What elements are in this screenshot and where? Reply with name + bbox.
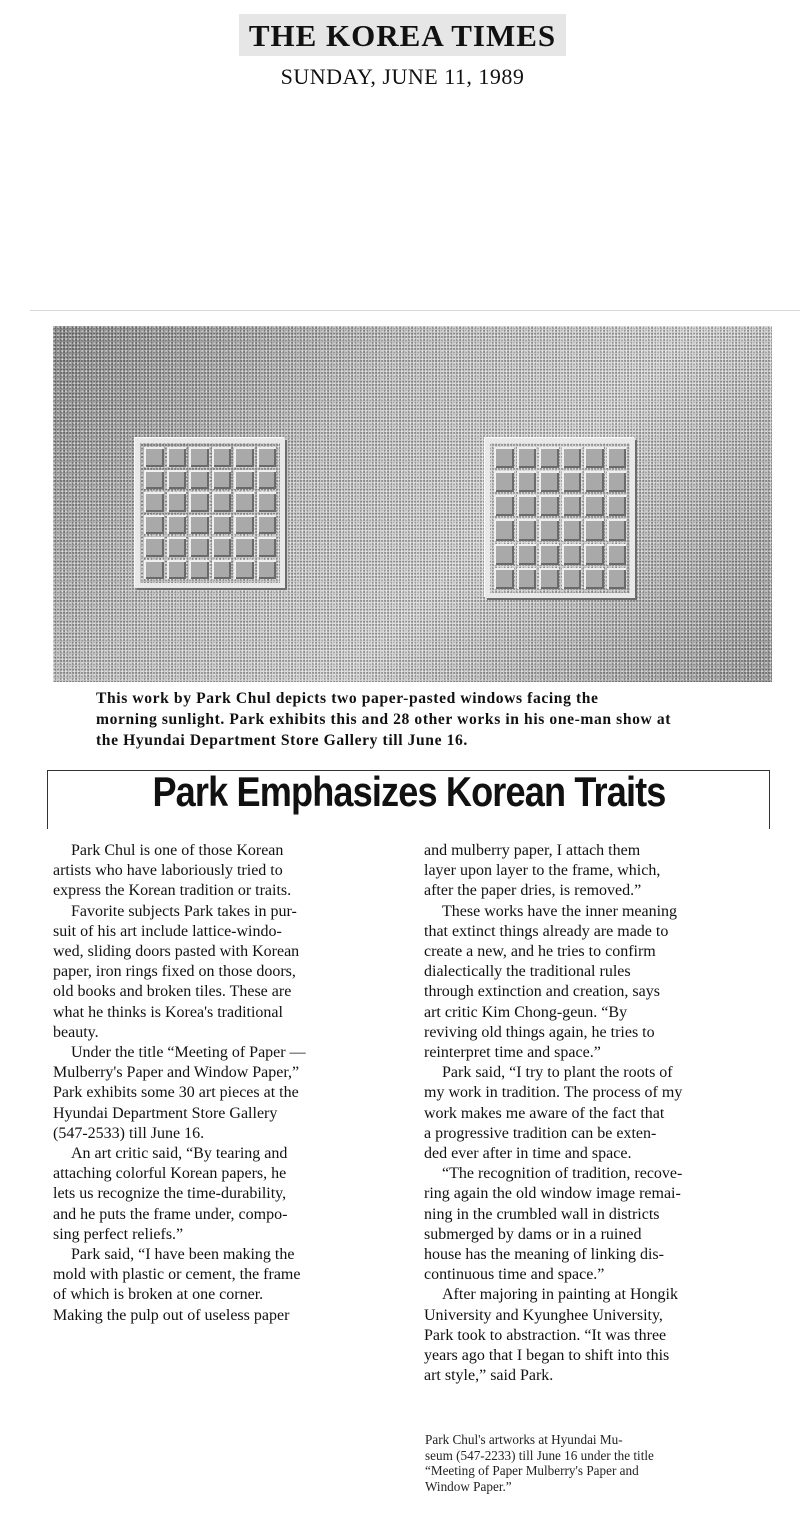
article-text-line: wed, sliding doors pasted with Korean: [53, 943, 300, 961]
article-text-line: suit of his art include lattice-windo-: [53, 922, 282, 940]
lattice-cell: [584, 447, 604, 468]
article-footnote: [425, 1432, 775, 1494]
article-text-line: Park said, “I have been making the: [71, 1246, 295, 1264]
lattice-cell: [212, 470, 232, 490]
lattice-cell: [257, 447, 277, 467]
lattice-cell: [234, 560, 254, 580]
footnote-line: seum (547-2233) till June 16 under the title: [425, 1447, 654, 1463]
article-text-line: dialectically the traditional rules: [424, 963, 631, 981]
lattice-cell: [562, 568, 582, 589]
lattice-cell: [607, 447, 627, 468]
lattice-cell: [167, 515, 187, 535]
footnote-line: “Meeting of Paper Mulberry's Paper and: [425, 1463, 639, 1479]
lattice-cell: [234, 537, 254, 557]
lattice-cell: [212, 447, 232, 467]
lattice-cell: [607, 519, 627, 540]
lattice-cell: [584, 544, 604, 565]
article-text-line: ded ever after in time and space.: [424, 1145, 632, 1163]
lattice-cell: [144, 492, 164, 512]
article-text-line: Park Chul is one of those Korean: [71, 842, 284, 859]
lattice-cell: [167, 470, 187, 490]
lattice-cell: [144, 515, 164, 535]
lattice-cell: [257, 560, 277, 580]
lattice-cell: [562, 447, 582, 468]
paper-window-right-icon: [485, 438, 635, 598]
lattice-cell: [517, 447, 537, 468]
lattice-cell: [539, 519, 559, 540]
article-text-line: Hyundai Department Store Gallery: [53, 1104, 278, 1122]
lattice-cell: [234, 492, 254, 512]
article-text-line: after the paper dries, is removed.”: [424, 882, 642, 900]
lattice-cell: [584, 568, 604, 589]
article-text-line: through extinction and creation, says: [424, 983, 660, 1001]
lattice-cell: [562, 544, 582, 565]
lattice-cell: [539, 471, 559, 492]
caption-line: the Hyundai Department Store Gallery till June 16.: [96, 732, 468, 749]
lattice-cell: [494, 519, 514, 540]
article-text-line: Park exhibits some 30 art pieces at the: [53, 1084, 299, 1102]
lattice-cell: [517, 544, 537, 565]
article-text-line: paper, iron rings fixed on those doors,: [53, 963, 296, 981]
article-text-line: “The recognition of tradition, recove-: [442, 1165, 683, 1183]
lattice-cell: [212, 537, 232, 557]
article-text-line: that extinct things already are made to: [424, 922, 669, 940]
article-text-line: beauty.: [53, 1023, 99, 1041]
article-text-line: artists who have laboriously tried to: [53, 862, 283, 880]
lattice-cell: [517, 568, 537, 589]
article-text-line: sing perfect reliefs.”: [53, 1225, 184, 1243]
article-text-line: (547-2533) till June 16.: [53, 1124, 205, 1142]
lattice-cell: [562, 495, 582, 516]
clipping-edge-divider: [30, 310, 800, 311]
article-column-right: [424, 841, 774, 1386]
lattice-cell: [494, 447, 514, 468]
lattice-cell: [517, 471, 537, 492]
lattice-cell: [539, 568, 559, 589]
lattice-cell: [539, 544, 559, 565]
lattice-cell: [212, 560, 232, 580]
article-text-line: An art critic said, “By tearing and: [71, 1145, 288, 1163]
article-text-line: University and Kyunghee University,: [424, 1306, 663, 1324]
caption-line: morning sunlight. Park exhibits this and 28 other works in his one-man show at: [96, 711, 672, 728]
lattice-cell: [189, 560, 209, 580]
article-column-left: [53, 841, 398, 1326]
article-text-line: Mulberry's Paper and Window Paper,”: [53, 1064, 300, 1082]
article-text-line: reinterpret time and space.”: [424, 1044, 601, 1062]
article-text-line: These works have the inner meaning: [442, 902, 678, 920]
lattice-cell: [607, 544, 627, 565]
article-text-line: and mulberry paper, I attach them: [424, 842, 641, 859]
article-text-line: Park took to abstraction. “It was three: [424, 1326, 667, 1344]
article-text-line: Park said, “I try to plant the roots of: [442, 1064, 673, 1082]
lattice-cell: [584, 495, 604, 516]
lattice-cell: [607, 471, 627, 492]
lattice-cell: [189, 470, 209, 490]
article-text-line: and he puts the frame under, compo-: [53, 1205, 288, 1223]
lattice-cell: [517, 495, 537, 516]
article-text-line: ring again the old window image remai-: [424, 1185, 681, 1203]
masthead: [215, 14, 590, 90]
lattice-cell: [234, 470, 254, 490]
lattice-cell: [257, 492, 277, 512]
article-text-line: mold with plastic or cement, the frame: [53, 1266, 301, 1284]
article-text-line: lets us recognize the time-durability,: [53, 1185, 287, 1203]
article-text-line: Favorite subjects Park takes in pur-: [71, 902, 297, 920]
lattice-cell: [167, 537, 187, 557]
article-text-line: layer upon layer to the frame, which,: [424, 862, 661, 880]
paper-window-left-icon: [135, 438, 285, 588]
article-text-line: ning in the crumbled wall in districts: [424, 1205, 660, 1223]
article-text-line: what he thinks is Korea's traditional: [53, 1003, 283, 1021]
article-text-line: years ago that I began to shift into this: [424, 1347, 670, 1365]
lattice-cell: [494, 471, 514, 492]
lattice-cell: [257, 515, 277, 535]
photo-caption: [96, 688, 776, 751]
lattice-cell: [494, 495, 514, 516]
lattice-cell: [257, 537, 277, 557]
artwork-photo: [53, 326, 772, 682]
lattice-cell: [144, 537, 164, 557]
article-text-line: my work in tradition. The process of my: [424, 1084, 683, 1102]
lattice-cell: [212, 492, 232, 512]
article-text-line: work makes me aware of the fact that: [424, 1104, 665, 1122]
article-text-line: Making the pulp out of useless paper: [53, 1306, 290, 1324]
lattice-cell: [494, 544, 514, 565]
lattice-cell: [212, 515, 232, 535]
lattice-cell: [144, 560, 164, 580]
lattice-cell: [607, 568, 627, 589]
lattice-cell: [144, 470, 164, 490]
lattice-cell: [189, 447, 209, 467]
lattice-cell: [167, 492, 187, 512]
footnote-line: Window Paper.”: [425, 1478, 512, 1494]
lattice-cell: [539, 495, 559, 516]
footnote-line: Park Chul's artworks at Hyundai Mu-: [425, 1432, 623, 1447]
lattice-cell: [584, 519, 604, 540]
lattice-cell: [234, 515, 254, 535]
article-text-line: continuous time and space.”: [424, 1266, 605, 1284]
lattice-cell: [167, 560, 187, 580]
lattice-cell: [189, 537, 209, 557]
caption-line: This work by Park Chul depicts two paper-pasted windows facing the: [96, 690, 599, 707]
article-text-line: express the Korean tradition or traits.: [53, 882, 292, 900]
lattice-cell: [607, 495, 627, 516]
lattice-cell: [189, 515, 209, 535]
article-text-line: attaching colorful Korean papers, he: [53, 1165, 287, 1183]
lattice-cell: [189, 492, 209, 512]
article-text-line: reviving old things again, he tries to: [424, 1023, 655, 1041]
lattice-cell: [144, 447, 164, 467]
lattice-cell: [562, 471, 582, 492]
article-text-line: art style,” said Park.: [424, 1367, 554, 1385]
article-text-line: a progressive tradition can be exten-: [424, 1124, 657, 1142]
article-text-line: submerged by dams or in a ruined: [424, 1225, 642, 1243]
article-text-line: art critic Kim Chong-geun. “By: [424, 1003, 628, 1021]
article-text-line: of which is broken at one corner.: [53, 1286, 264, 1304]
article-text-line: After majoring in painting at Hongik: [442, 1286, 678, 1304]
lattice-cell: [167, 447, 187, 467]
article-text-line: Under the title “Meeting of Paper —: [71, 1044, 306, 1062]
lattice-cell: [257, 470, 277, 490]
article-text-line: house has the meaning of linking dis-: [424, 1246, 664, 1264]
lattice-cell: [494, 568, 514, 589]
newspaper-name: THE KOREA TIMES: [239, 14, 566, 56]
article-headline: Park Emphasizes Korean Traits: [152, 768, 666, 815]
publication-date: SUNDAY, JUNE 11, 1989: [280, 64, 525, 89]
lattice-cell: [562, 519, 582, 540]
article-text-line: old books and broken tiles. These are: [53, 983, 292, 1001]
lattice-cell: [517, 519, 537, 540]
lattice-cell: [539, 447, 559, 468]
lattice-cell: [584, 471, 604, 492]
lattice-cell: [234, 447, 254, 467]
article-text-line: create a new, and he tries to confirm: [424, 943, 656, 961]
